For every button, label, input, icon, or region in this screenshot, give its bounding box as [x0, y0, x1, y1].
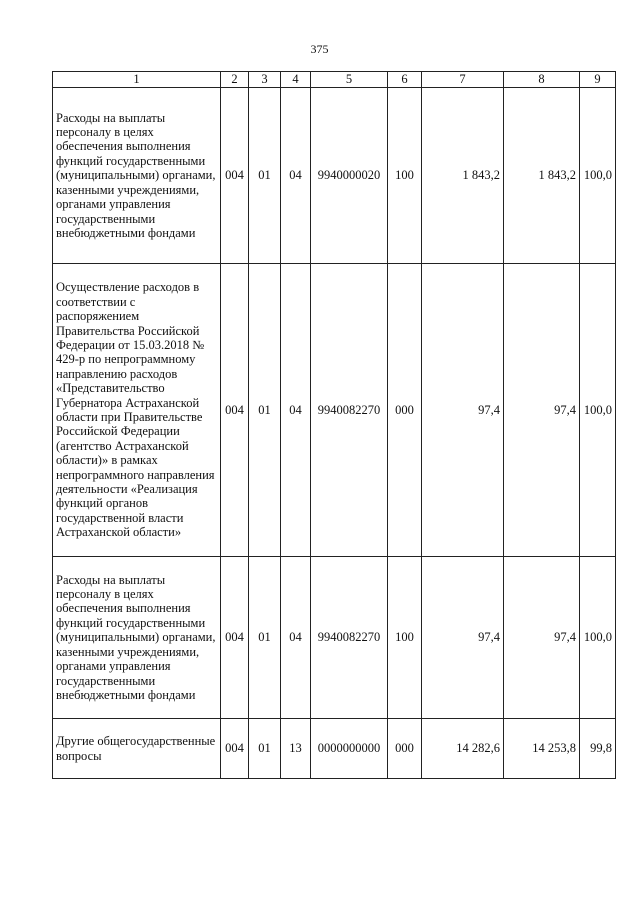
executed-amount: 97,4 — [504, 264, 580, 557]
table-row — [53, 557, 616, 719]
target-article-code: 9940000020 — [311, 88, 388, 264]
expense-type-code: 000 — [388, 719, 422, 779]
target-article-code: 0000000000 — [311, 719, 388, 779]
execution-percent: 100,0 — [580, 88, 616, 264]
page-number: 375 — [310, 42, 329, 56]
executed-amount: 97,4 — [504, 557, 580, 719]
row-description: Другие общегосударственные вопросы — [53, 719, 221, 779]
expense-type-code: 100 — [388, 88, 422, 264]
ministry-code: 004 — [221, 557, 249, 719]
subsection-code: 13 — [281, 719, 311, 779]
target-article-code: 9940082270 — [311, 557, 388, 719]
budget-table — [52, 71, 616, 779]
subsection-code: 04 — [281, 557, 311, 719]
table-row — [53, 264, 616, 557]
planned-amount: 97,4 — [422, 557, 504, 719]
column-header: 8 — [504, 72, 580, 88]
table-row — [53, 719, 616, 779]
section-code: 01 — [249, 719, 281, 779]
planned-amount: 1 843,2 — [422, 88, 504, 264]
column-header: 7 — [422, 72, 504, 88]
table-row — [53, 88, 616, 264]
column-header: 9 — [580, 72, 616, 88]
column-header: 4 — [281, 72, 311, 88]
column-header: 2 — [221, 72, 249, 88]
execution-percent: 100,0 — [580, 264, 616, 557]
section-code: 01 — [249, 88, 281, 264]
execution-percent: 100,0 — [580, 557, 616, 719]
executed-amount: 1 843,2 — [504, 88, 580, 264]
section-code: 01 — [249, 557, 281, 719]
expense-type-code: 100 — [388, 557, 422, 719]
section-code: 01 — [249, 264, 281, 557]
execution-percent: 99,8 — [580, 719, 616, 779]
column-header: 3 — [249, 72, 281, 88]
column-header: 6 — [388, 72, 422, 88]
ministry-code: 004 — [221, 88, 249, 264]
subsection-code: 04 — [281, 264, 311, 557]
header-row — [53, 72, 616, 88]
row-description: Расходы на выплаты персоналу в целях обеспечения выполнения функций государственными (муниципальными) органами, казенными учреждениями, органами управления государственными внебюджетными фондами — [53, 557, 221, 719]
ministry-code: 004 — [221, 719, 249, 779]
expense-type-code: 000 — [388, 264, 422, 557]
executed-amount: 14 253,8 — [504, 719, 580, 779]
row-description: Осуществление расходов в соответствии с распоряжением Правительства Российской Федерации от 15.03.2018 № 429-р по непрограммному направлению расходов «Представительство Губернатора Астраханской области при Правительстве Российской Федерации (агентство Астраханской области)» в рамках непрограммного направления деятельности «Реализация функций органов государственной власти Астраханской области» — [53, 264, 221, 557]
target-article-code: 9940082270 — [311, 264, 388, 557]
column-header: 5 — [311, 72, 388, 88]
ministry-code: 004 — [221, 264, 249, 557]
planned-amount: 14 282,6 — [422, 719, 504, 779]
subsection-code: 04 — [281, 88, 311, 264]
row-description: Расходы на выплаты персоналу в целях обеспечения выполнения функций государственными (муниципальными) органами, казенными учреждениями, органами управления государственными внебюджетными фондами — [53, 88, 221, 264]
planned-amount: 97,4 — [422, 264, 504, 557]
column-header: 1 — [53, 72, 221, 88]
